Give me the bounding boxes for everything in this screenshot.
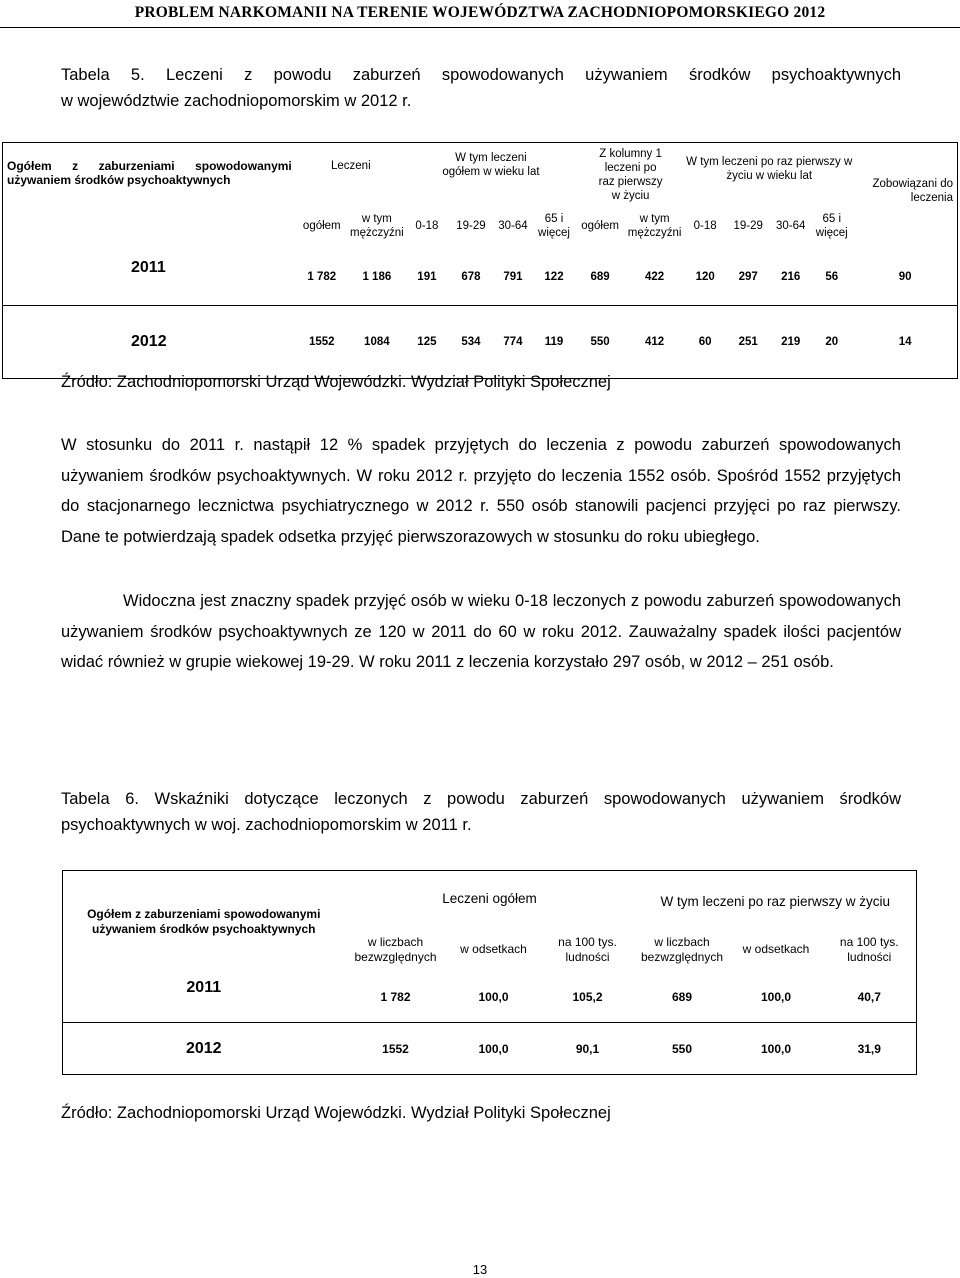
t5-sub-age-19-29: 19-29 — [456, 220, 486, 232]
t6-cell: 1552 — [382, 1041, 409, 1056]
t5-cell: 219 — [781, 335, 801, 348]
table-row — [63, 973, 917, 1023]
t5-row-year: 2012 — [131, 332, 167, 350]
t6-sub-first-odset: w odsetkach — [742, 942, 810, 956]
t5-cell: 90 — [898, 270, 912, 283]
table6-source: Źródło: Zachodniopomorski Urząd Wojewódzki. Wydział Polityki Społecznej — [61, 1104, 611, 1122]
t5-cell: 1084 — [364, 335, 390, 348]
t6-cell: 90,1 — [575, 1041, 600, 1056]
t5-cell: 20 — [825, 335, 839, 348]
table-row — [3, 305, 958, 378]
table5-caption — [61, 62, 901, 114]
table5-caption-line1: Tabela 5. Leczeni z powodu zaburzeń spowodowanych używaniem środków psychoaktywnych — [61, 66, 901, 84]
t5-cell: 120 — [695, 270, 715, 283]
t5-sub-first-age-0-18: 0-18 — [693, 220, 717, 232]
t6-sub-na100: na 100 tys. ludności — [558, 934, 617, 964]
t6-cell: 100,0 — [761, 1041, 792, 1056]
paragraph-2: Widoczna jest znaczny spadek przyjęć osób w wieku 0-18 leczonych z powodu zaburzeń spowodowanych używaniem środków psychoaktywnych ze 120 w 2011 do 60 w roku 2012. Zauważalny spadek ilości pacjentów widać również w grupie wiekowej 19-29. W roku 2011 z leczenia korzystało 297 osób, w 2012 – 251 osób. — [61, 592, 901, 671]
t5-cell: 191 — [417, 270, 437, 283]
t6-header-wtym: W tym leczeni po raz pierwszy w życiu — [660, 894, 891, 910]
t5-cell: 550 — [590, 335, 610, 348]
t6-sub-liczb: w liczbach bezwzględnych — [354, 934, 437, 964]
t5-sub-age-0-18: 0-18 — [415, 220, 439, 232]
t6-cell: 550 — [672, 1041, 693, 1056]
table6-caption-line2: psychoaktywnych w woj. zachodniopomorskim w 2011 r. — [61, 816, 472, 834]
table6 — [62, 870, 917, 1075]
t6-sub-first-na100: na 100 tys. ludności — [839, 934, 899, 964]
t6-cell: 105,2 — [572, 990, 603, 1005]
t6-cell: 31,9 — [857, 1041, 881, 1056]
t5-cell: 14 — [898, 335, 912, 348]
t5-sub-first-ogolem: ogółem — [581, 220, 619, 232]
table-row — [63, 1023, 917, 1075]
t5-cell: 534 — [461, 335, 481, 348]
table5-source: Źródło: Zachodniopomorski Urząd Wojewódzki. Wydział Polityki Społecznej — [61, 373, 611, 391]
t5-sub-age-65: 65 i więcej — [538, 213, 570, 239]
t6-row-year: 2012 — [185, 1039, 222, 1057]
t5-header-wtym-age: W tym leczeni ogółem w wieku lat — [442, 152, 540, 178]
t6-sub-odset: w odsetkach — [460, 942, 527, 956]
t5-cell: 774 — [503, 335, 523, 348]
t5-sub-first-wtym-m: w tym mężczyźni — [627, 213, 682, 239]
page-number: 13 — [472, 1262, 488, 1277]
t5-cell: 791 — [503, 270, 523, 283]
t5-cell: 125 — [417, 335, 437, 348]
paragraph-1: W stosunku do 2011 r. nastąpił 12 % spadek przyjętych do leczenia z powodu zaburzeń spowodowanych używaniem środków psychoaktywnych. W roku 2012 r. przyjęto do leczenia 1552 osób. Spośród 1552 przyjętych do stacjonarnego lecznictwa psychiatrycznego w 2012 r. 550 osób stanowili pacjenci przyjęci po raz pierwszy. Dane te potwierdzają spadek odsetka przyjęć pierwszorazowych w stosunku do roku ubiegłego. — [61, 436, 901, 546]
t6-header-group: Ogółem z zaburzeniami spowodowanymi używaniem środków psychoaktywnych — [87, 906, 321, 936]
running-header: PROBLEM NARKOMANII NA TERENIE WOJEWÓDZTWA ZACHODNIOPOMORSKIEGO 2012 — [134, 4, 826, 21]
t5-header-leczeni: Leczeni — [331, 160, 371, 172]
t6-header-leczeni: Leczeni ogółem — [442, 891, 537, 907]
t5-header-group: Ogółem z zaburzeniami spowodowanymi używaniem środków psychoaktywnych — [7, 159, 292, 187]
t5-cell: 1 782 — [307, 270, 337, 283]
table-row — [3, 249, 958, 305]
t5-sub-first-age-65: 65 i więcej — [815, 213, 848, 239]
t5-sub-first-age-19-29: 19-29 — [733, 220, 763, 232]
header-rule — [0, 27, 960, 28]
table6-caption — [61, 786, 901, 838]
table6-caption-line1: Tabela 6. Wskaźniki dotyczące leczonych z powodu zaburzeń spowodowanych używaniem środków — [61, 790, 901, 808]
t6-cell: 100,0 — [478, 1041, 509, 1056]
t5-cell: 122 — [544, 270, 564, 283]
t6-cell: 100,0 — [478, 990, 509, 1005]
t6-cell: 100,0 — [761, 990, 792, 1005]
t5-cell: 56 — [825, 270, 839, 283]
t5-sub-wtym-m: w tym mężczyźni — [350, 213, 404, 239]
t5-header-zkol: Z kolumny 1 leczeni po raz pierwszy w życiu — [598, 148, 663, 202]
t5-cell: 689 — [590, 270, 610, 283]
t5-row-year: 2011 — [131, 259, 166, 276]
t6-sub-first-liczb: w liczbach bezwzględnych — [640, 934, 724, 964]
t5-sub-age-30-64: 30-64 — [498, 220, 528, 232]
t5-sub-ogolem: ogółem — [302, 220, 341, 232]
table5 — [2, 142, 958, 379]
t5-cell: 251 — [738, 335, 758, 348]
t6-cell: 689 — [672, 990, 693, 1005]
t6-row-year: 2011 — [186, 978, 222, 996]
t5-cell: 119 — [544, 335, 564, 348]
t5-cell: 297 — [738, 270, 758, 283]
table5-caption-line2: w województwie zachodniopomorskim w 2012 r. — [61, 92, 412, 110]
t6-cell: 40,7 — [857, 990, 881, 1005]
t5-cell: 216 — [781, 270, 801, 283]
t6-cell: 1 782 — [380, 990, 411, 1005]
t5-sub-first-age-30-64: 30-64 — [776, 220, 806, 232]
t5-cell: 678 — [461, 270, 481, 283]
t5-cell: 1552 — [308, 335, 335, 348]
t5-cell: 60 — [698, 335, 712, 348]
t5-cell: 1 186 — [362, 270, 392, 283]
t5-cell: 422 — [645, 270, 665, 283]
t5-header-zobow: Zobowiązani do leczenia — [872, 178, 953, 204]
t5-header-wtym-first: W tym leczeni po raz pierwszy w życiu w wieku lat — [686, 156, 853, 182]
t5-cell: 412 — [645, 335, 665, 348]
